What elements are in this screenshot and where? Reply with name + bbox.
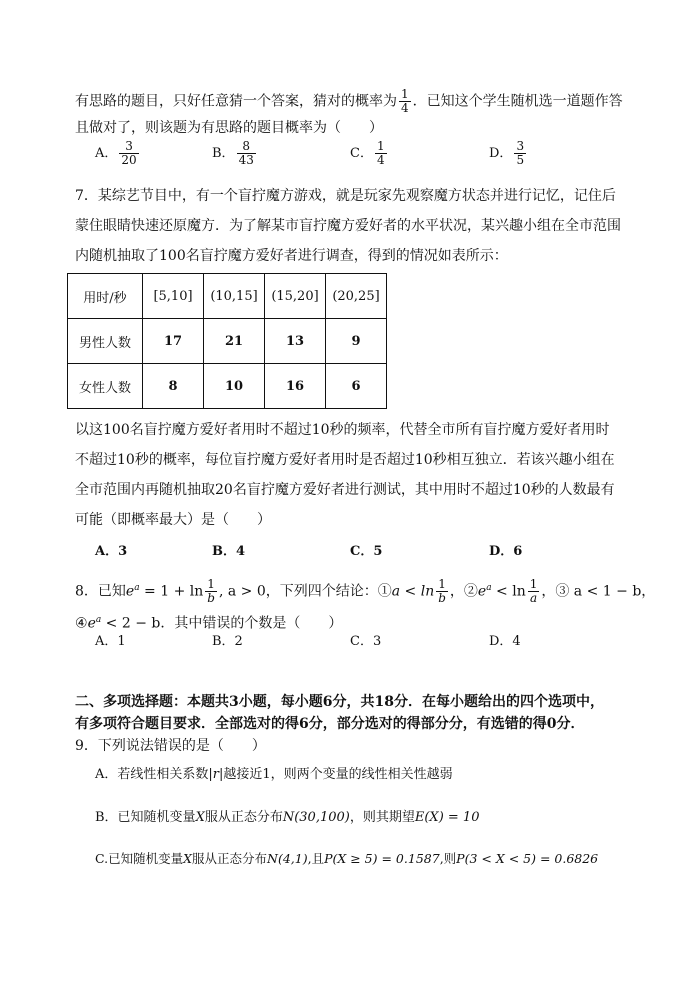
table-cell: 13 bbox=[265, 319, 326, 364]
table-row bbox=[68, 364, 387, 409]
table-cell: 17 bbox=[143, 319, 204, 364]
q9-option-b: B．已知随机变量X服从正态分布N(30,100)，则其期望E(X) = 10 bbox=[95, 810, 480, 825]
q7-line1: 7．某综艺节目中，有一个盲拧魔方游戏，就是玩家先观察魔方状态并进行记忆，记住后 bbox=[75, 188, 616, 204]
table-cell: (20,25] bbox=[326, 274, 387, 319]
q7-after-line1: 以这100名盲拧魔方爱好者用时不超过10秒的频率，代替全市所有盲拧魔方爱好者用时 bbox=[75, 422, 610, 438]
q7-after-line2: 不超过10秒的概率，每位盲拧魔方爱好者用时是否超过10秒相互独立．若该兴趣小组在 bbox=[75, 452, 615, 468]
q9-option-a: A．若线性相关系数|r|越接近1，则两个变量的线性相关性越弱 bbox=[95, 767, 453, 782]
section2-heading-line1: 二、多项选择题：本题共3小题，每小题6分，共18分．在每小题给出的四个选项中， bbox=[75, 694, 604, 710]
q7-line3: 内随机抽取了100名盲拧魔方爱好者进行调查，得到的情况如表所示： bbox=[75, 248, 508, 264]
q6-option-d: D． $\frac{3}{5}$ bbox=[489, 139, 525, 167]
table-cell: 女性人数 bbox=[68, 364, 143, 409]
q9-option-c: C.已知随机变量X服从正态分布N(4,1),且P(X ≥ 5) = 0.1587,则P(3 < X < 5) = 0.6826 bbox=[95, 851, 599, 866]
table-cell: 用时/秒 bbox=[68, 274, 143, 319]
q8-option-c: C．3 bbox=[350, 634, 382, 649]
table-cell: 男性人数 bbox=[68, 319, 143, 364]
table-cell: 21 bbox=[204, 319, 265, 364]
q7-option-a: A．3 bbox=[95, 544, 128, 559]
q8-line2: $④e^a < 2 - b$．其中错误的个数是（ ） bbox=[75, 615, 343, 632]
table-cell: 9 bbox=[326, 319, 387, 364]
section2-heading-line2: 有多项符合题目要求．全部选对的得6分，部分选对的得部分分，有选错的得0分． bbox=[75, 716, 585, 732]
q7-option-b: B．4 bbox=[212, 544, 246, 559]
q7-option-d: D．6 bbox=[489, 544, 523, 559]
q8-line1: 8．已知$e^a = 1 + \ln$ $\frac{1}{b}$ , a > 0，下列四个结论：①a < ln $\frac{1}{b}$ ，$②e^a < \ln$ $\frac{1}{a}$ ，③ a < 1 − b， bbox=[75, 577, 656, 606]
q8-option-d: D．4 bbox=[489, 634, 521, 649]
q8-option-a: A．1 bbox=[95, 634, 126, 649]
q6-line2: 且做对了，则该题为有思路的题目概率为（ ） bbox=[75, 120, 383, 136]
q6-option-a: A． $\frac{3}{20}$ bbox=[95, 139, 137, 167]
table-cell: 8 bbox=[143, 364, 204, 409]
q7-after-line4: 可能（即概率最大）是（ ） bbox=[75, 512, 271, 528]
table-cell: 16 bbox=[265, 364, 326, 409]
q8-option-b: B．2 bbox=[212, 634, 243, 649]
table-cell: (10,15] bbox=[204, 274, 265, 319]
q6-option-c: C． $\frac{1}{4}$ bbox=[350, 139, 385, 167]
q6-option-b: B． $\frac{8}{43}$ bbox=[212, 139, 254, 167]
q7-after-line3: 全市范围内再随机抽取20名盲拧魔方爱好者进行测试，其中用时不超过10秒的人数最有 bbox=[75, 482, 615, 498]
q7-data-table bbox=[67, 273, 387, 409]
table-row bbox=[68, 319, 387, 364]
q6-line1: 有思路的题目，只好任意猜一个答案，猜对的概率为 $\frac{1}{4}$ ．已知这个学生随机选一道题作答 bbox=[75, 87, 623, 115]
q7-line2: 蒙住眼睛快速还原魔方．为了解某市盲拧魔方爱好者的水平状况，某兴趣小组在全市范围 bbox=[75, 218, 621, 234]
q9-stem: 9．下列说法错误的是（ ） bbox=[75, 738, 266, 754]
table-cell: 10 bbox=[204, 364, 265, 409]
table-cell: 6 bbox=[326, 364, 387, 409]
table-cell: (15,20] bbox=[265, 274, 326, 319]
table-header-row bbox=[68, 274, 387, 319]
q6-prob-fraction: $\frac{1}{4}$ bbox=[401, 87, 409, 115]
table-cell: [5,10] bbox=[143, 274, 204, 319]
q7-option-c: C．5 bbox=[350, 544, 383, 559]
